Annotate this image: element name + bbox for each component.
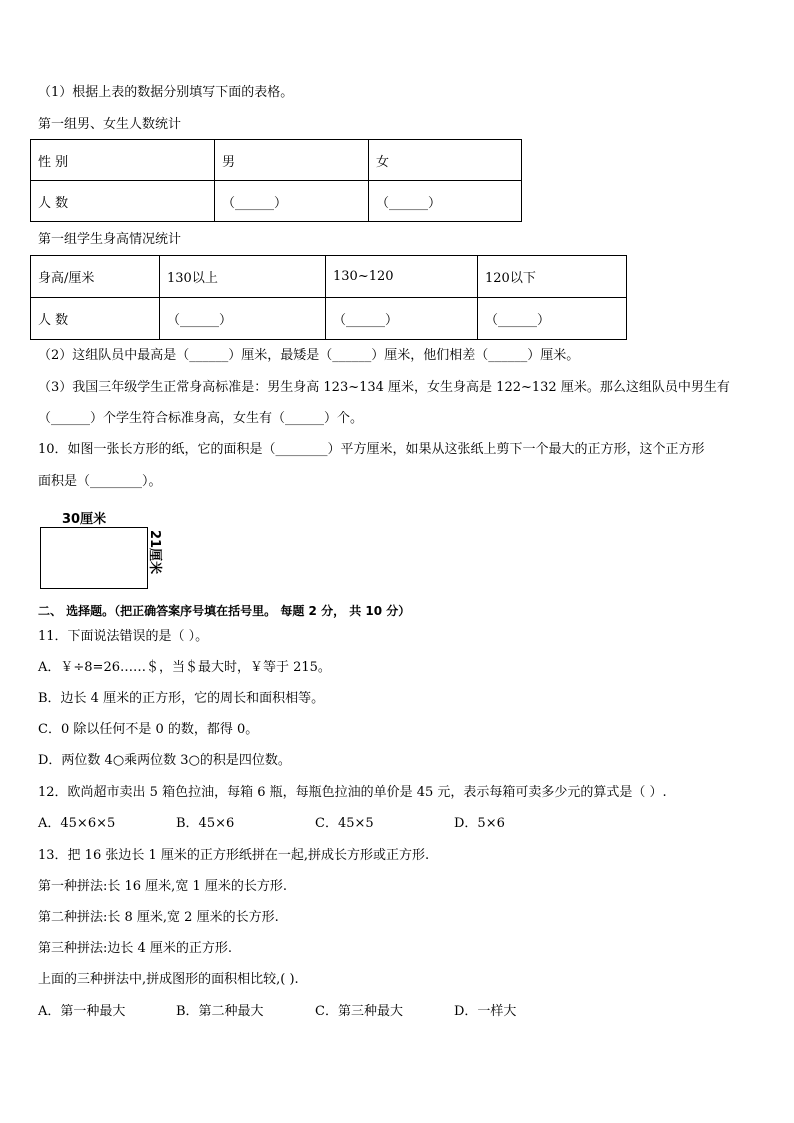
width-label: 30厘米 — [62, 512, 107, 527]
table-row — [31, 256, 627, 298]
q13-line: 上面的三种拼法中,拼成图形的面积相比较,( ). — [38, 972, 299, 987]
height-label: 21厘米 — [147, 530, 162, 575]
q13-line: 第一种拼法:长 16 厘米,宽 1 厘米的长方形. — [38, 879, 287, 894]
table-cell: （______） — [369, 181, 522, 222]
gender-count-table — [30, 139, 522, 222]
q9-sub2: （2）这组队员中最高是（______）厘米，最矮是（______）厘米，他们相差（______）厘米。 — [38, 348, 580, 363]
table-cell: 120以下 — [478, 256, 627, 298]
q12-option-d: D．5×6 — [454, 816, 505, 831]
q13-line: 第三种拼法:边长 4 厘米的正方形. — [38, 941, 233, 956]
table-row — [31, 298, 627, 340]
q13-stem: 13．把 16 张边长 1 厘米的正方形纸拼在一起,拼成长方形或正方形. — [38, 848, 430, 863]
table-cell: 130~120 — [326, 256, 478, 298]
table1-title: 第一组男、女生人数统计 — [38, 117, 182, 132]
q11-option-d: D．两位数 4○乘两位数 3○的积是四位数。 — [38, 753, 291, 768]
q11-option-c: C．0 除以任何不是 0 的数，都得 0。 — [38, 722, 259, 737]
q11-option-b: B．边长 4 厘米的正方形，它的周长和面积相等。 — [38, 691, 325, 706]
q13-option-a: A．第一种最大 — [38, 1004, 126, 1019]
table-cell: 女 — [369, 140, 522, 181]
section2-heading: 二、 选择题。（把正确答案序号填在括号里。 每题 2 分， 共 10 分） — [38, 604, 411, 618]
q11-stem: 11．下面说法错误的是（ ）。 — [38, 629, 209, 644]
q12-option-a: A．45×6×5 — [38, 816, 116, 831]
q13-option-b: B．第二种最大 — [176, 1004, 264, 1019]
q12-option-b: B．45×6 — [176, 816, 235, 831]
table2-title: 第一组学生身高情况统计 — [38, 232, 182, 247]
q9-sub3-line1: （3）我国三年级学生正常身高标准是：男生身高 123~134 厘米，女生身高是 122~132 厘米。那么这组队员中男生有 — [38, 380, 730, 395]
table-cell: 男 — [215, 140, 369, 181]
q11-option-a: A．￥÷8=26……＄，当＄最大时，￥等于 215。 — [38, 660, 331, 675]
q9-sub3-line2: （______）个学生符合标准身高，女生有（______）个。 — [38, 411, 364, 426]
table-cell: 人 数 — [31, 298, 160, 340]
table-row — [31, 181, 522, 222]
rectangle-figure — [38, 508, 178, 588]
table-cell: （______） — [326, 298, 478, 340]
q12-stem: 12．欧尚超市卖出 5 箱色拉油，每箱 6 瓶，每瓶色拉油的单价是 45 元，表示每箱可卖多少元的算式是（ ）. — [38, 785, 667, 800]
q10-line2: 面积是（________）。 — [38, 474, 162, 489]
height-stats-table — [30, 255, 627, 340]
q13-option-d: D．一样大 — [454, 1004, 517, 1019]
table-cell: 130以上 — [160, 256, 326, 298]
q10-line1: 10．如图一张长方形的纸，它的面积是（________）平方厘米，如果从这张纸上剪下一个最大的正方形，这个正方形 — [38, 442, 705, 457]
q13-option-c: C．第三种最大 — [315, 1004, 403, 1019]
table-cell: 人 数 — [31, 181, 215, 222]
table-row — [31, 140, 522, 181]
q12-option-c: C．45×5 — [315, 816, 374, 831]
table-cell: 性 别 — [31, 140, 215, 181]
paper-rectangle — [40, 527, 148, 589]
q13-line: 第二种拼法:长 8 厘米,宽 2 厘米的长方形. — [38, 910, 279, 925]
q9-sub1: （1）根据上表的数据分别填写下面的表格。 — [38, 85, 294, 100]
table-cell: （______） — [478, 298, 627, 340]
table-cell: （______） — [215, 181, 369, 222]
table-cell: 身高/厘米 — [31, 256, 160, 298]
table-cell: （______） — [160, 298, 326, 340]
